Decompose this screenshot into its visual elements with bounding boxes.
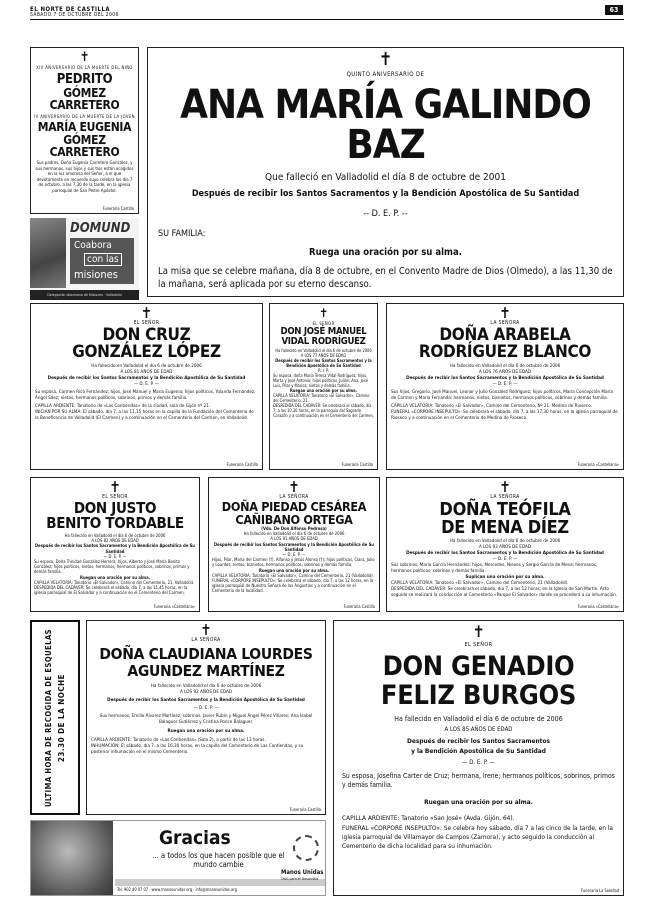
widow-of: (Vda. De Don Alfonso Pedrosa) bbox=[261, 526, 327, 531]
chapel-info: CAPILLA VELATORIA: Tanatorio «El Salvador», Camino del Cementerio, 21 (Valladolid). bbox=[391, 580, 569, 586]
domund-sub1: Coabora bbox=[74, 240, 112, 251]
deceased-first-name: DOÑA ARABELA bbox=[439, 325, 571, 345]
deadline-notice bbox=[30, 620, 80, 815]
anniversary-line: QUINTO ANIVERSARIO DE bbox=[346, 71, 425, 78]
sacraments-line: Después de recibir los Santos Sacramentos y la Bendición Apostólica de Su Santidad bbox=[406, 551, 604, 556]
family-text: Su esposa, Josefina Carter de Cruz; hermana, Irene; hermanos políticos, sobrinos, primos y demás familia. bbox=[342, 772, 615, 789]
newspaper-name: EL NORTE DE CASTILLA bbox=[30, 6, 111, 13]
deceased-surname: CAÑIBANO ORTEGA bbox=[235, 511, 353, 527]
age: A LOS 81 AÑOS DE EDAD bbox=[120, 370, 173, 375]
domund-footer: Delegación diocesana de Misiones · Valladolid bbox=[30, 290, 139, 300]
dep-line: — D. E. P. — bbox=[103, 553, 127, 559]
honorific: EL SEÑOR bbox=[102, 494, 128, 500]
deadline-rotated bbox=[44, 625, 66, 810]
ad-tagline: ... a todos los que hacen posible que el mundo cambie bbox=[152, 851, 285, 869]
age: A LOS 77 AÑOS DE EDAD bbox=[300, 353, 347, 358]
honorific: LA SEÑORA bbox=[279, 494, 309, 500]
sacraments-line: Después de recibir los Santos Sacramentos y la Bendición Apostólica de Su Santidad bbox=[406, 376, 604, 381]
deceased-first-name: DON JUSTO bbox=[73, 499, 157, 517]
globe-icon bbox=[293, 835, 319, 861]
chapel-info: CAPILLA ARDIENTE: Tanatorio de «Las Contiendas» de la ciudad, sala de Gijón nº 21. bbox=[35, 403, 211, 409]
funeral-info: DESPEDIDA DEL CADÁVER: Se celebrará el sábado, día 7, a las 12 horas, en la Iglesia de San Martín. Acto seguido se realizará la conducción al Cementerio «Parque El Salvador» donde se procederá a su inhumación. bbox=[391, 586, 618, 598]
death-date: Ha fallecido en Valladolid el día 6 de octubre de 2006 bbox=[394, 715, 563, 723]
header-rule bbox=[30, 19, 624, 20]
domund-sub3: misiones bbox=[74, 268, 118, 281]
deceased-first-name: DOÑA PIEDAD CESÁREA bbox=[221, 499, 367, 514]
death-date: Que falleció en Valladolid el día 8 de octubre de 2001 bbox=[265, 172, 506, 183]
ad-ong: ONG para el Desarrollo bbox=[281, 877, 319, 881]
sacraments-line: Después de recibir los Santos Sacramentos y la Bendición Apostólica de Su Santidad bbox=[191, 189, 580, 199]
prayer-request: Ruegan una oración por su alma. bbox=[79, 574, 151, 580]
funeral-info: FUNERAL «CORPORE INSEPULTO»: Se celebrará el sábado, día 7, a las 12 horas, en la iglesia parroquial de Nuestra Señora de las Angustias y a continuación en el Cementerio de la localidad. bbox=[212, 578, 374, 594]
cross-icon: ✝ bbox=[79, 50, 90, 65]
sacraments-line: Después de recibir los Santos Sacramentos y la Bendición Apostólica de Su Santidad bbox=[47, 376, 246, 381]
ad-photo bbox=[31, 821, 113, 896]
funeral-info: INICIAN POR SU ALMA: El sábado, día 7, a las 11,15 horas en la capilla de la Fundación del Cementerio de la Beneficencia de Valladolid (El Carmen) y a continuación en el Cementerio del Carmen, en Valladolid. bbox=[35, 409, 254, 421]
domund-title: DOMUND bbox=[70, 221, 131, 236]
honorific: EL SEÑOR bbox=[312, 321, 335, 326]
domund-photo bbox=[30, 218, 66, 288]
funeral-info: FUNERAL «CORPORE INSEPULTO»: Se celebrará el sábado, día 7, a las 17,30 horas, en la iglesia parroquial de Rioseco y a continuación en el Cementerio de Medina de Rioseco. bbox=[391, 409, 618, 421]
obituary-gomez-carretero bbox=[30, 47, 139, 214]
honorific: LA SEÑORA bbox=[490, 320, 520, 326]
sacraments-line: Después de recibir los Santos Sacramentos y la Bendición Apostólica de Su Santidad bbox=[214, 541, 374, 552]
deceased-first-name: DON JOSÉ MANUEL bbox=[280, 326, 367, 337]
honorific: EL SEÑOR bbox=[464, 642, 493, 648]
funeral-home: Funeraria Castilla bbox=[341, 462, 373, 467]
domund-sub2: con las bbox=[84, 253, 122, 266]
honorific: LA SEÑORA bbox=[490, 494, 520, 500]
death-date: Ha fallecido en Valladolid el día 6 de octubre de 2006 bbox=[275, 348, 372, 353]
deceased-first-name-2: MARÍA EUGENIA bbox=[37, 120, 132, 134]
page-number: 63 bbox=[605, 5, 623, 15]
obituary-galindo-baz bbox=[147, 47, 624, 297]
prayer-request: Ruegan una oración por su alma. bbox=[424, 798, 533, 806]
age: A LOS 93 AÑOS DE EDAD bbox=[479, 545, 531, 550]
cross-icon: ✝ bbox=[200, 621, 212, 639]
obituary-genadio-feliz bbox=[333, 620, 624, 896]
sacraments-line: Después de recibir los Santos Sacramentos y la Bendición Apostólica de Su Santidad bbox=[107, 698, 305, 703]
prayer-request: Ruegan una oración por su alma. bbox=[167, 729, 245, 734]
obituary-teofila-mena bbox=[386, 477, 624, 612]
chapel-info: CAPILLA ARDIENTE: Tanatorio «San José» (Avda. Gijón, 64). bbox=[342, 814, 515, 822]
family-text: Su esposa, Carmen Rico Fernández; hijos, José Manuel y María Eugenia; hijos políticos, Yolanda Fernández, Ángel Sáez; nietos, hermanos políticos, sobrinos, primos y demás familia. bbox=[35, 390, 256, 401]
anniversary-line: XIII ANIVERSARIO DE LA MUERTE DEL NIÑO bbox=[36, 65, 133, 70]
age: A LOS 91 AÑOS DE EDAD bbox=[270, 536, 318, 542]
chapel-info: CAPILLA VELATORIA: Tanatorio «El Salvador», Camino del Cementerio, 21 (Valladolid). bbox=[212, 572, 374, 578]
death-date: Ha fallecido en Valladolid el día 6 de octubre de 2006 bbox=[64, 533, 166, 538]
sacraments-line-1: Después de recibir los Santos Sacramentos bbox=[407, 737, 550, 745]
cross-icon: ✝ bbox=[140, 304, 153, 322]
obituary-piedad-canibano bbox=[208, 477, 380, 612]
family-text: Su esposa, Doña Trinidad González Herrera; hijos, Alberto y José María Benito González; hijos políticos, nietos, hermanos, hermanos políticos, sobrinos, primos y demás familia. bbox=[34, 559, 190, 575]
mass-info: La misa que se celebre mañana, día 8 de octubre, en el Convento Madre de Dios (Olmedo), a las 11,30 de la mañana, será aplicada por su eterno descanso. bbox=[158, 266, 613, 290]
funeral-home: Funeraria «Castellana» bbox=[577, 462, 619, 467]
funeral-home: Funeraria Castilla bbox=[343, 604, 375, 609]
domund-ad bbox=[30, 218, 139, 300]
cross-icon: ✝ bbox=[318, 306, 329, 320]
dep-line: — D. E. P. — bbox=[462, 759, 495, 766]
age: A LOS 85 AÑOS DE EDAD bbox=[444, 726, 513, 733]
age: A LOS 76 AÑOS DE EDAD bbox=[479, 370, 531, 375]
cross-icon: ✝ bbox=[109, 478, 121, 496]
family-text: Su esposa, doña María Teresa Vidal Rodríguez; hijos, Marta y José Antonio; hijos políticos, Julián, Ana, José Luis, Pilar y Marisa; nietos y demás familia. bbox=[273, 373, 368, 388]
ad-brand: Manos Unidas bbox=[281, 869, 324, 876]
honorific: EL SEÑOR bbox=[133, 320, 160, 326]
dep-line: — D. E. P. — bbox=[193, 706, 219, 711]
prayer-request: Ruegan una oración por su alma. bbox=[258, 567, 330, 573]
sacraments-line: Después de recibir los Santos Sacramentos y la Bendición Apostólica de Su Santidad bbox=[275, 358, 372, 368]
deceased-surname: DE MENA DÍEZ bbox=[441, 517, 569, 538]
funeral-info: FUNERAL «CORPORE INSEPULTO»: Se celebra hoy sábado, día 7 a las cinco de la tarde, en la iglesia parroquial de Villamayor de Campos (Zamora), y acto seguido la conducción al Cementerio de dicha localidad para su inhumación. bbox=[342, 824, 614, 850]
death-date: Ha fallecido en Valladolid el día 6 de octubre de 2006 bbox=[150, 684, 262, 689]
dep-line: — D. E. P. — bbox=[492, 557, 518, 562]
anniversary-line-2: IV ANIVERSARIO DE LA MUERTE DE LA JOVEN bbox=[34, 114, 135, 119]
sacraments-line-2: y la Bendición Apostólica de Su Santidad bbox=[411, 747, 546, 755]
ad-title: Gracias bbox=[159, 827, 231, 849]
funeral-info: DESPEDIDA DEL CADÁVER: Se celebrará el sábado, día 7, a las 11,45 horas, en la iglesia parroquial de El Salvador y a continuación en el Cementerio del Carmen. bbox=[34, 585, 188, 596]
cross-icon: ✝ bbox=[499, 304, 511, 322]
dep-line: — D. E. P. — bbox=[133, 382, 160, 387]
deceased-first-name: DON CRUZ bbox=[102, 325, 191, 345]
prayer-request: Suplican una oración por su alma. bbox=[465, 574, 545, 580]
deceased-surname: AGUNDEZ MARTÍNEZ bbox=[127, 661, 285, 680]
funeral-home: Funeraria Castilla bbox=[102, 206, 134, 211]
funeral-home: Funeraria La Soledad bbox=[581, 888, 619, 893]
funeral-home: Funeraria «Castellana» bbox=[577, 604, 619, 609]
funeral-home: Funeraria Castilla bbox=[289, 807, 321, 812]
family-text: Sus hermanos, Emilio Álvarez Martínez; sobrinos, Javier Rubín y Miguel Ángel Pérez Villares; Ana Isabel Balaguer Gutiérrez y Cristina Ponce Balaguer. bbox=[99, 714, 313, 725]
deceased-surname: GÓMEZ CARRETERO bbox=[49, 86, 120, 112]
obituary-arabela-rodriguez bbox=[386, 303, 624, 470]
cross-icon: ✝ bbox=[378, 49, 393, 70]
dep-line: — D. E. P. — bbox=[492, 382, 518, 387]
prayer-request: Ruegan una oración por su alma. bbox=[290, 388, 357, 393]
deceased-first-name: DON GENADIO bbox=[382, 651, 575, 682]
obituary-claudiana-agundez bbox=[86, 620, 326, 815]
deceased-surname: BENITO TORDABLE bbox=[46, 514, 184, 532]
age: A LOS 92 AÑOS DE EDAD bbox=[180, 690, 232, 695]
deceased-surname: GONZÁLEZ LÓPEZ bbox=[72, 342, 221, 362]
deceased-name: ANA MARÍA GALINDO BAZ bbox=[180, 82, 591, 168]
funeral-info: DESPEDIDA DEL CADÁVER: Se celebrará el sábado, día 7, a las 10,30 horas, en la parroquia del Sagrado Corazón y a continuación en el Cementerio del Carmen. bbox=[273, 403, 374, 418]
honorific: LA SEÑORA bbox=[191, 637, 221, 643]
dep-line: R. I. P. bbox=[318, 368, 329, 373]
family-text: Hijos, Pilar, María del Carmen (†), Alfonso y Jesús Alonso (†); hijos políticos, Clara, Julio y Lourdes; nietos, biznietos, hermanos políticos, sobrinos y demás familia. bbox=[212, 557, 375, 568]
chapel-info: CAPILLA VELATORIA: Tanatorio «El Salvador», Camino del Cementerio, Nº 21. Medina de Rioseco. bbox=[391, 403, 592, 409]
deceased-first-name: DOÑA CLAUDIANA LOURDES bbox=[99, 645, 313, 663]
death-date: Ha fallecido en Valladolid el día 6 de octubre de 2006 bbox=[91, 364, 202, 369]
family-text: Sus padres, Doña Eugenia Carretero González, y sus hermanos, sus hijos y sus tíos están acogidos en la luz amorosa del Señor, a el que devotamente en recuerdo suyo celebra los día 7 de octubre, a las 7,30 de la tarde, en la iglesia parroquial de San Pedro Apóstol. bbox=[35, 161, 134, 194]
death-date: Ha fallecido en Valladolid el día 6 de octubre de 2006 bbox=[449, 539, 561, 544]
chapel-info: CAPILLA ARDIENTE: Tanatorio de «Las Contiendas» (Sala 2), a partir de las 13 horas. bbox=[91, 738, 266, 743]
deceased-surname: RODRÍGUEZ BLANCO bbox=[418, 342, 592, 362]
death-date: Ha fallecido en Valladolid el día 6 de octubre de 2006 bbox=[243, 531, 345, 537]
death-date: Ha fallecido en Valladolid el día 6 de octubre de 2006 bbox=[449, 364, 561, 369]
funeral-home: Funeraria «Castellana» bbox=[153, 604, 195, 609]
age: A LOS 82 AÑOS DE EDAD bbox=[91, 538, 139, 544]
page-date: SÁBADO 7 DE OCTUBRE DEL 2006 bbox=[30, 12, 119, 18]
family-label: SU FAMILIA: bbox=[158, 229, 206, 239]
dep-line: — D. E. P. — bbox=[282, 552, 306, 558]
cross-icon: ✝ bbox=[472, 622, 485, 641]
deadline-time: 23.30 DE LA NOCHE bbox=[57, 673, 66, 762]
cross-icon: ✝ bbox=[288, 478, 300, 496]
deceased-surname: FELIZ BURGOS bbox=[380, 680, 577, 711]
chapel-info: CAPILLA VELATORIA: Tanatorio «El Salvador», Camino del Cementerio, 21. bbox=[273, 393, 370, 403]
obituary-justo-benito bbox=[30, 477, 200, 612]
deadline-text: ÚLTIMA HORA DE RECOGIDA DE ESQUELAS bbox=[44, 628, 53, 807]
cross-icon: ✝ bbox=[499, 478, 511, 496]
obituary-cruz-gonzalez bbox=[30, 303, 263, 470]
dep-line: -- D. E. P. -- bbox=[363, 209, 408, 219]
ad-contact: Tel. 902 40 07 07 · www.manosunidas.org · info@manosunidas.org bbox=[117, 887, 237, 892]
funeral-info: INHUMACIÓN: El sábado, día 7, a las 16,30 horas, en la capilla del Cementerio de Las Contiendas, y su posterior inhumación en el mismo Cementerio. bbox=[91, 743, 304, 755]
prayer-request: Ruega una oración por su alma. bbox=[309, 247, 462, 258]
sacraments-line: Después de recibir los Santos Sacramentos y la Bendición Apostólica de Su Santidad bbox=[35, 543, 195, 554]
manos-unidas-ad bbox=[30, 820, 326, 896]
family-text: Sus sobrinos, María García Hernández; hijos, Mercedes, Nieves y Sergio García de Mena; hermanos, hermanos políticos, sobrinos y demás familia. bbox=[391, 563, 598, 574]
deceased-surname: VIDAL RODRÍGUEZ bbox=[281, 335, 366, 347]
deceased-first-name: DOÑA TEÓFILA bbox=[439, 499, 571, 520]
chapel-info: CAPILLA VELATORIA: Tanatorio «El Salvador», Camino del Cementerio, 21. Valladolid. bbox=[34, 579, 195, 585]
family-text: Sus hijos, Gregorio, José Manuel, Leonor y Julio González Rodríguez; hijos políticos, María Concepción María de Carmen y María Fernanda; hermanos, nietos, bisnietos, hermanos políticos, sobrinos y demás familia. bbox=[391, 390, 613, 401]
deceased-first-name: PEDRITO bbox=[56, 72, 113, 87]
deceased-surname-2: GÓMEZ CARRETERO bbox=[49, 133, 120, 159]
funeral-home: Funeraria Castilla bbox=[226, 462, 258, 467]
obituary-vidal-rodriguez bbox=[269, 303, 378, 470]
